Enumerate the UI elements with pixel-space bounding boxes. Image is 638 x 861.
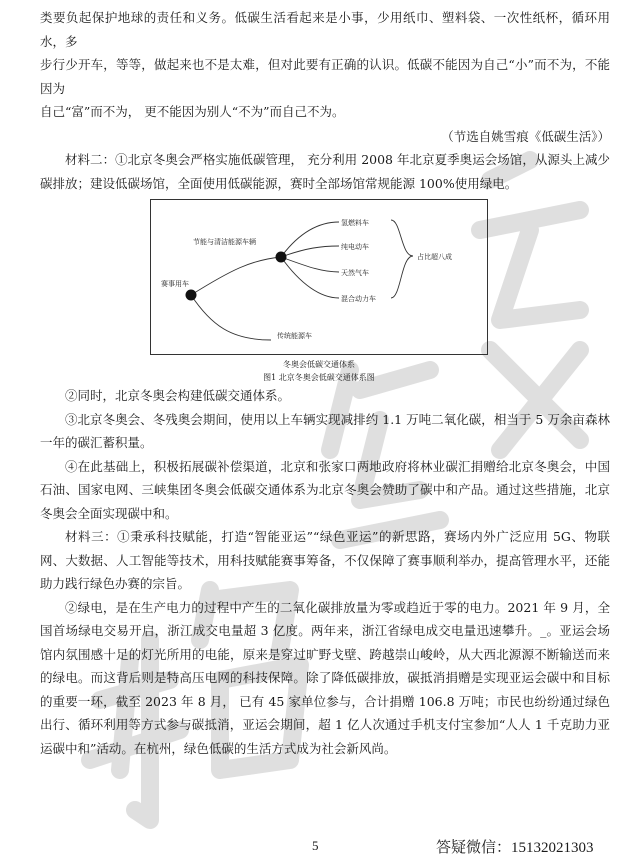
page-number: 5 bbox=[312, 838, 319, 853]
label-share-note: 占比超八成 bbox=[417, 253, 452, 261]
figure-inner-title: 冬奥会低碳交通体系 bbox=[283, 360, 355, 369]
contact-info: 答疑微信：15132021303 bbox=[436, 840, 594, 856]
label-leaf-hydrogen: 氢燃料车 bbox=[341, 219, 369, 227]
label-leaf-hybrid: 混合动力车 bbox=[341, 295, 376, 303]
material-two-point-four: ④在此基础上，积极拓展碳补偿渠道，北京和张家口两地政府将林业碳汇捐赠给北京冬奥会，中国石油、国家电网、三峡集团冬奥会低碳交通体系为北京冬奥会赞助了碳中和产品。通过这些措施，北京冬奥会全面实现碳中和。 bbox=[40, 458, 610, 521]
figure-caption: 图1 北京冬奥会低碳交通体系图 bbox=[263, 373, 375, 382]
node-root bbox=[186, 290, 197, 301]
paragraph-intro-line1: 类要负起保护地球的责任和义务。低碳生活看起来是小事，少用纸巾、塑料袋、一次性纸杯，循环用水，多 bbox=[40, 10, 610, 49]
material-two-paragraph: 材料二：①北京冬奥会严格实施低碳管理， 充分利用 2008 年北京夏季奥运会场馆，从源头上减少碳排放；建设低碳场馆，全面使用低碳能源，赛时全部场馆常规能源 100%使用绿电。 bbox=[40, 152, 610, 191]
edge-clean-leaf1 bbox=[281, 222, 339, 257]
label-traditional: 传统能源车 bbox=[277, 332, 312, 340]
label-leaf-electric: 纯电动车 bbox=[341, 243, 369, 251]
edge-clean-leaf3 bbox=[281, 257, 339, 272]
edge-root-traditional bbox=[191, 295, 271, 340]
edge-clean-leaf4 bbox=[281, 257, 339, 298]
edge-root-clean bbox=[191, 257, 281, 295]
figure-frame bbox=[150, 199, 488, 355]
node-clean bbox=[276, 252, 287, 263]
edge-clean-leaf2 bbox=[281, 246, 339, 257]
material-three-point-two: ②绿电，是在生产电力的过程中产生的二氧化碳排放量为零或趋近于零的电力。2021 年 9 月，全国首场绿电交易开启，浙江成交电量超 3 亿度。两年来，浙江省绿电成交电量迅速攀升。_。亚运会场馆内氛围感十足的灯光所用的电能，原来是穿过旷野戈壁、跨越崇山峻岭，从大西北源源不断输送而来的绿电。而这背后则是特高压电网的科技保障。除了降低碳排放，碳抵消捐赠是实现亚运会碳中和目标的重要一环，截至 2023 年 8 月， 已有 45 家单位参与，合计捐赠 106.8 万吨；市民也纷纷通过绿色出行、循环利用等方式参与碳抵消，亚运会期间，超 1 亿人次通过手机支付宝参加“人人 1 千克助力亚运碳中和”活动。在杭州，绿色低碳的生活方式成为社会新风尚。 bbox=[40, 599, 610, 756]
material-three-paragraph: 材料三：①秉承科技赋能，打造“智能亚运”“绿色亚运”的新思路，赛场内外广泛应用 5G、物联网、大数据、人工智能等技术，用科技赋能赛事筹备，不仅保障了赛事顺利举办，提高管理水平，还能助力践行绿色办赛的宗旨。 bbox=[40, 529, 610, 591]
mind-map-diagram bbox=[151, 200, 487, 354]
source-attribution: （节选自姚雪痕《低碳生活》） bbox=[441, 128, 610, 144]
material-two-point-three: ③北京冬奥会、冬残奥会期间，使用以上车辆实现减排约 1.1 万吨二氧化碳，相当于 5 万余亩森林一年的碳汇蓄积量。 bbox=[40, 411, 610, 450]
paragraph-intro-line3: 自己“富”而不为， 更不能因为别人“不为”而自己不为。 bbox=[40, 104, 345, 119]
paragraph-intro-line2: 步行少开车，等等，做起来也不是太难，但对此要有正确的认识。低碳不能因为自己“小”而不为，不能因为 bbox=[40, 57, 610, 96]
share-bracket bbox=[391, 220, 413, 298]
material-two-point-two: ②同时，北京冬奥会构建低碳交通体系。 bbox=[65, 388, 291, 403]
article-body bbox=[40, 6, 610, 760]
label-clean-energy: 节能与清洁能源车辆 bbox=[193, 238, 256, 246]
figure-transport-system bbox=[150, 199, 488, 384]
label-leaf-gas: 天然气车 bbox=[341, 269, 369, 277]
label-root: 赛事用车 bbox=[161, 280, 189, 288]
